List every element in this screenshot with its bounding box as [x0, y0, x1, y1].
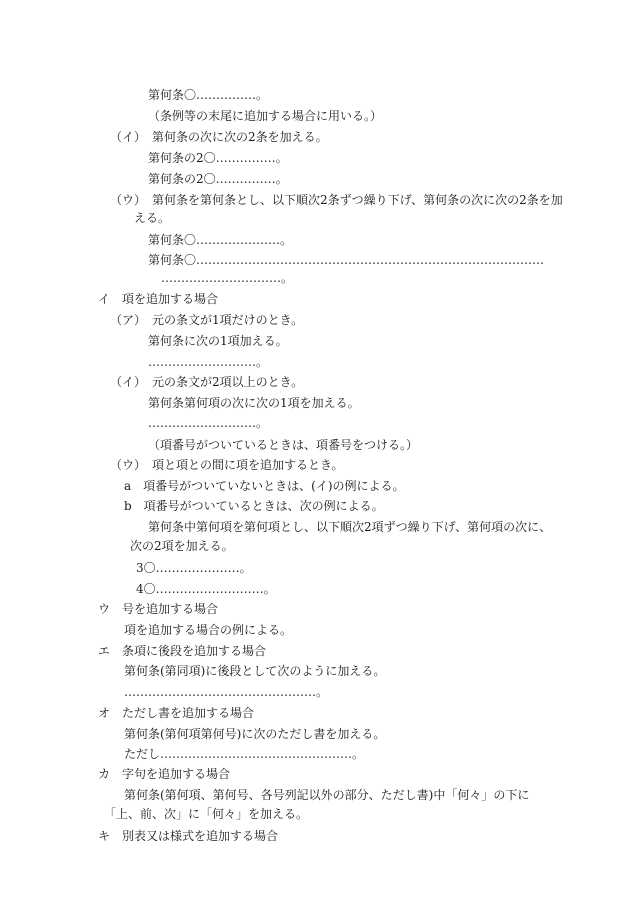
text-line: 第何条(第何項、第何号、各号列記以外の部分、ただし書)中「何々」の下に	[124, 788, 530, 802]
text-line: 4〇………………………。	[136, 582, 276, 596]
text-line: （ア） 元の条文が1項だけのとき。	[110, 313, 304, 327]
text-line: 「上、前、次」に「何々」を加える。	[104, 807, 309, 821]
text-line: 3〇…………………。	[136, 561, 252, 575]
text-line: a 項番号がついていないときは、(イ)の例による。	[124, 479, 405, 493]
text-line: （イ） 第何条の次に次の2条を加える。	[110, 130, 328, 144]
section-heading: イ 項を追加する場合	[98, 292, 219, 306]
text-line: ………………………。	[148, 416, 269, 430]
text-line: 項を追加する場合の例による。	[124, 623, 293, 637]
text-line: （ウ） 第何条を第何条とし、以下順次2条ずつ繰り下げ、第何条の次に次の2条を加	[110, 193, 563, 207]
text-line: ………………………。	[148, 355, 269, 369]
text-line: （イ） 元の条文が2項以上のとき。	[110, 375, 304, 389]
text-line: 第何条第何項の次に次の1項を加える。	[148, 396, 360, 410]
text-line: 第何条中第何項を第何項とし、以下順次2項ずつ繰り下げ、第何項の次に、	[148, 520, 552, 534]
text-line: 第何条〇……………。	[148, 88, 269, 102]
section-heading: エ 条項に後段を追加する場合	[98, 644, 267, 658]
text-line: ただし…………………………………………。	[124, 747, 365, 761]
section-heading: カ 字句を追加する場合	[98, 767, 231, 781]
text-line: …………………………………………。	[124, 685, 329, 699]
section-heading: オ ただし書を追加する場合	[98, 706, 255, 720]
text-line: える。	[134, 211, 171, 225]
text-line: 第何条の2〇……………。	[148, 151, 288, 165]
text-line: 第何条の2〇……………。	[148, 172, 288, 186]
text-line: （ウ） 項と項との間に項を追加するとき。	[110, 458, 344, 472]
section-heading: ウ 号を追加する場合	[98, 602, 219, 616]
text-line: 第何条〇…………………。	[148, 233, 293, 247]
text-line: …………………………。	[161, 271, 294, 285]
text-line: （項番号がついているときは、項番号をつける。）	[148, 438, 419, 452]
text-line: 第何条〇……………………………………………………………………………	[148, 253, 545, 267]
text-line: 第何条に次の1項加える。	[148, 334, 288, 348]
section-heading: キ 別表又は様式を追加する場合	[98, 829, 279, 843]
text-line: 第何条(第同項)に後段として次のように加える。	[124, 664, 386, 678]
text-line: b 項番号がついているときは、次の例による。	[124, 499, 384, 513]
text-line: 第何条(第何項第何号)に次のただし書を加える。	[124, 727, 386, 741]
text-line: 次の2項を加える。	[130, 539, 234, 553]
text-line: （条例等の末尾に追加する場合に用いる。）	[148, 109, 383, 123]
